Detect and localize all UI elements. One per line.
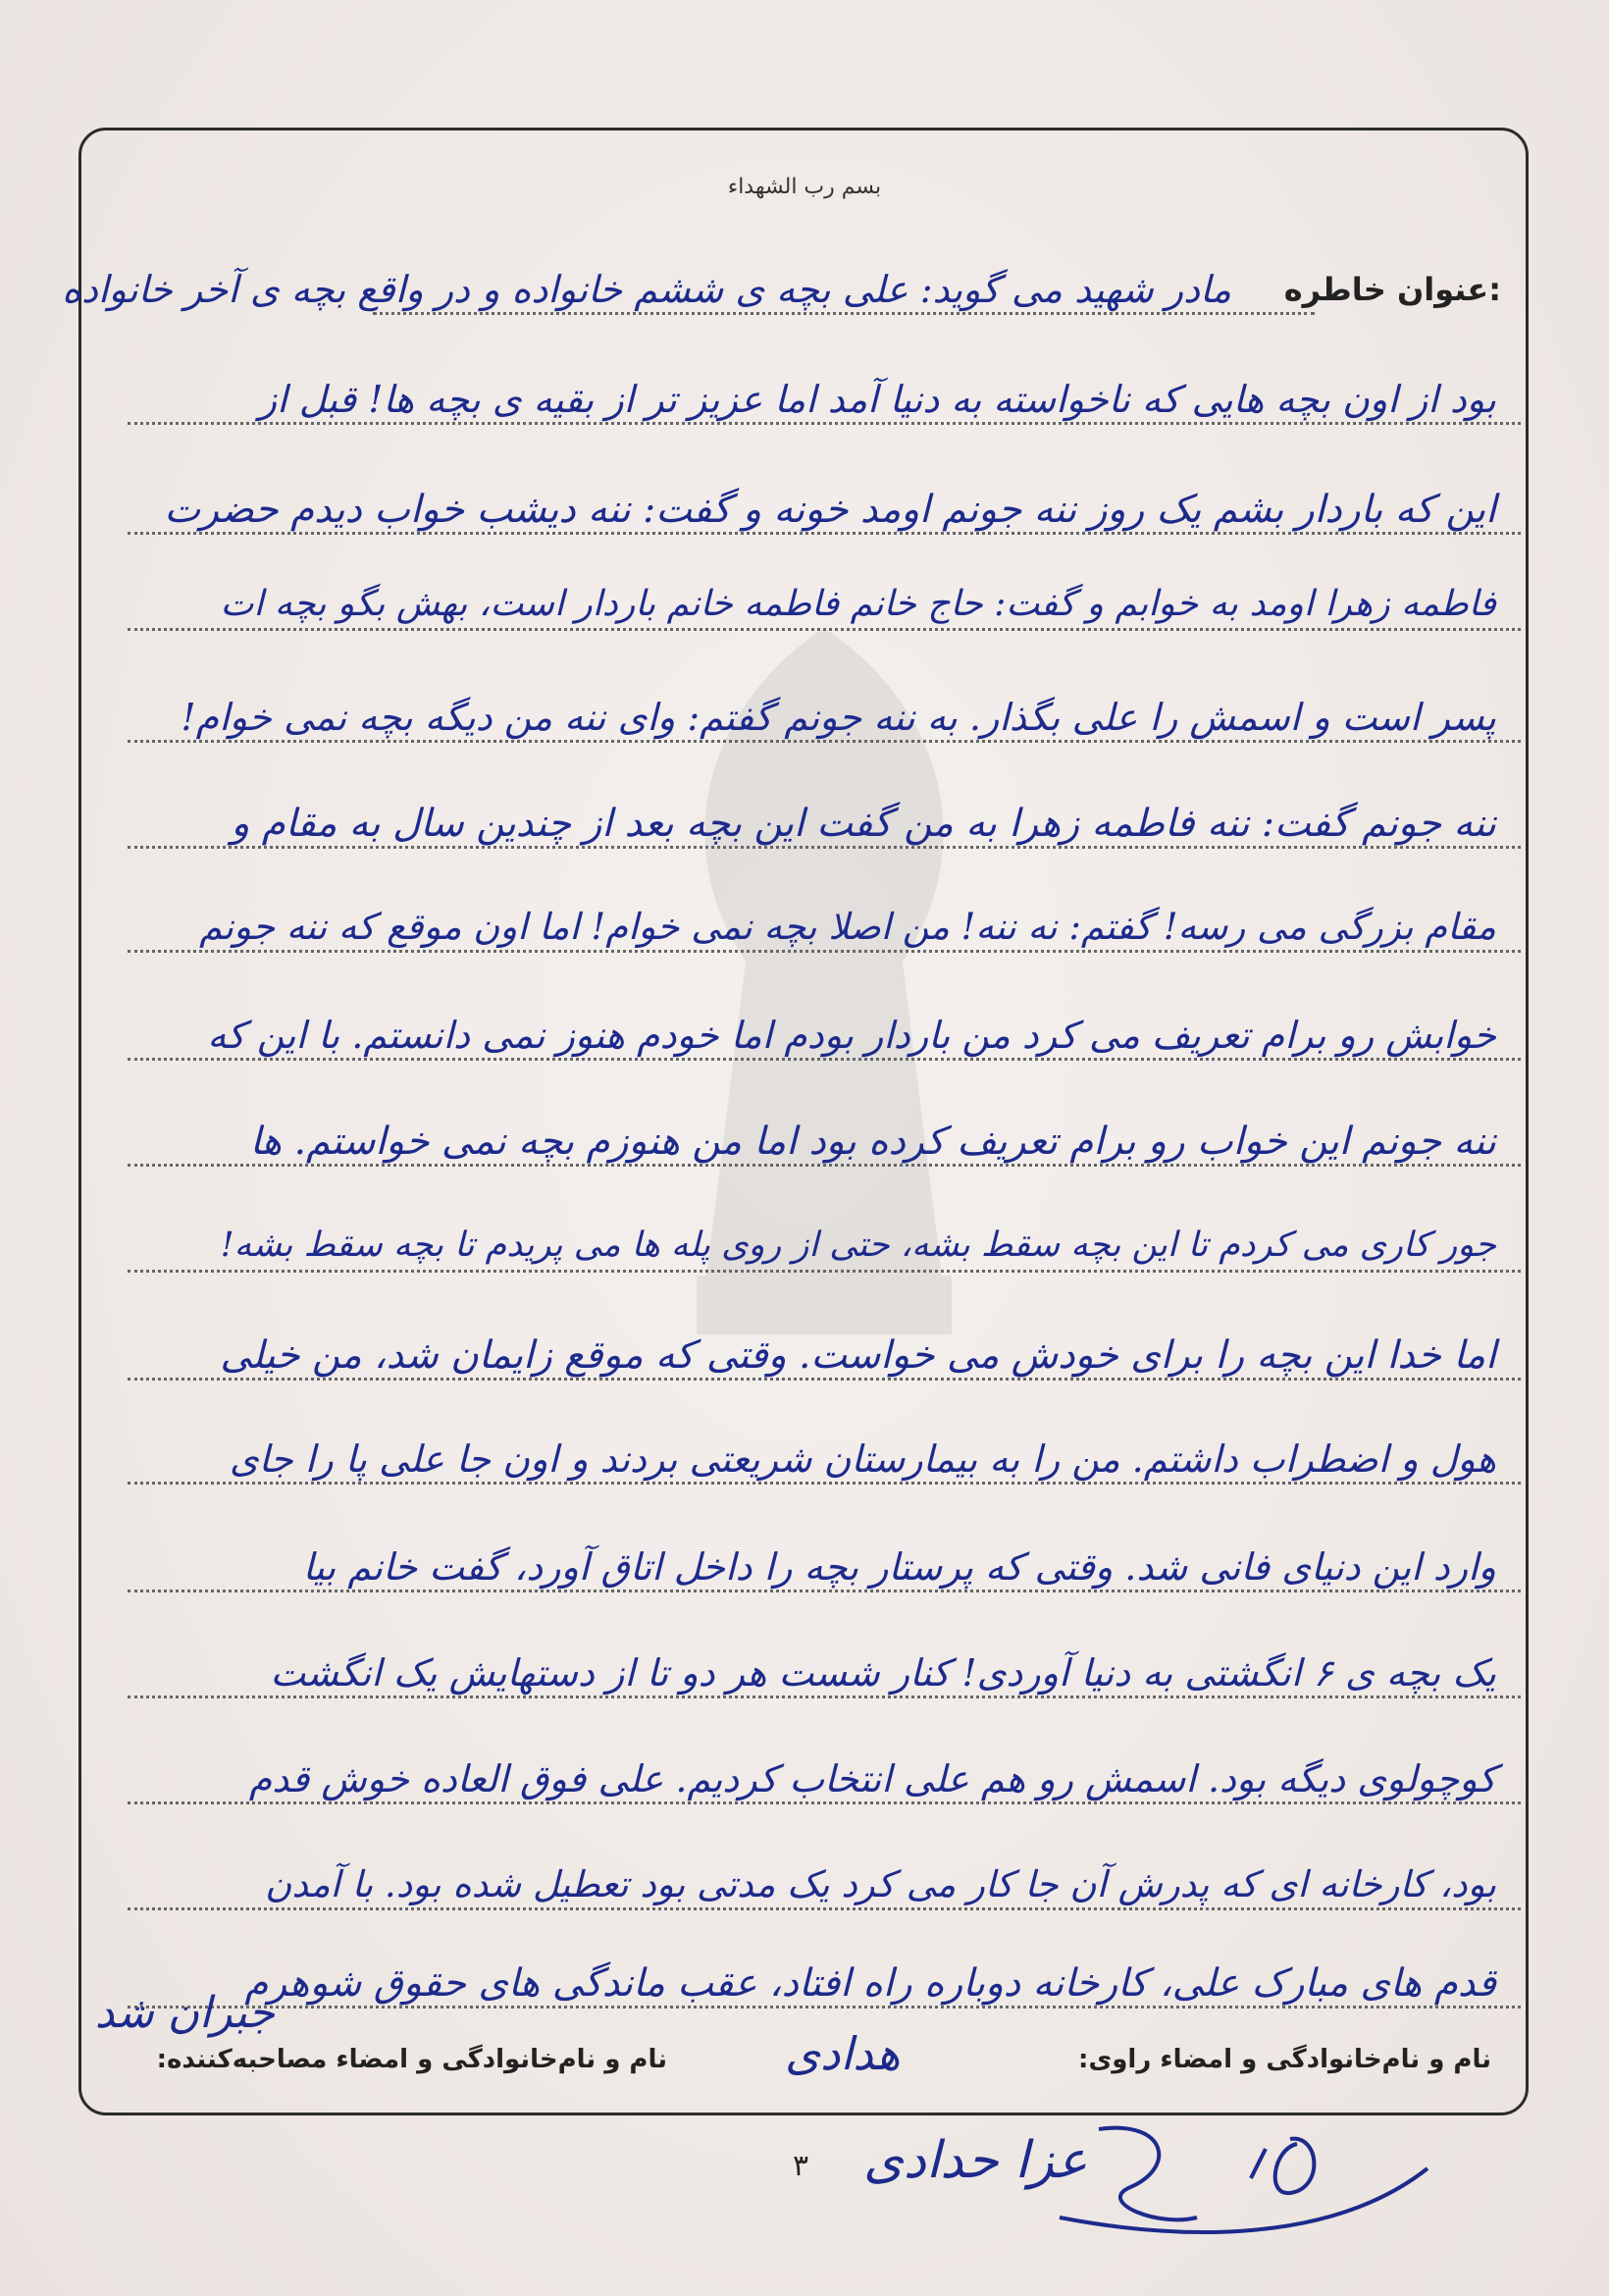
rule-line — [128, 740, 1521, 743]
interviewer-signature: هدادی — [785, 2027, 901, 2080]
page-header-title: بسم رب الشهداء — [727, 175, 882, 199]
rule-line — [128, 422, 1521, 425]
memory-line: کوچولوی دیگه بود. اسمش رو هم علی انتخاب کردیم. علی فوق العاده خوش قدم — [248, 1757, 1496, 1800]
bottom-signature-name: عزا حدادی — [863, 2131, 1088, 2190]
interviewer-label: نام و نام‌خانوادگی و امضاء مصاحبه‌کننده: — [156, 2045, 667, 2074]
memory-line: مادر شهید می گوید: علی بچه ی ششم خانواده و در واقع بچه ی آخر خانواده — [62, 268, 1231, 311]
rule-line — [128, 628, 1521, 631]
memory-line: این که باردار بشم یک روز ننه جونم اومد خونه و گفت: ننه دیشب خواب دیدم حضرت — [164, 488, 1496, 532]
rule-line — [373, 312, 1315, 315]
memory-line: پسر است و اسمش را علی بگذار. به ننه جونم گفتم: وای ننه من دیگه بچه نمی خوام! — [181, 696, 1496, 739]
rule-line — [128, 1378, 1521, 1381]
memory-line: فاطمه زهرا اومد به خوابم و گفت: حاج خانم فاطمه خانم باردار است، بهش بگو بچه ات — [220, 584, 1496, 624]
memory-line: یک بچه ی ۶ انگشتی به دنیا آوردی! کنار شست هر دو تا از دستهایش یک انگشت — [270, 1651, 1496, 1695]
memory-line: اما خدا این بچه را برای خودش می خواست. وقتی که موقع زایمان شد، من خیلی — [220, 1333, 1496, 1378]
rule-line — [128, 1801, 1521, 1804]
memory-line: خوابش رو برام تعریف می کرد من باردار بودم اما خودم هنوز نمی دانستم. با این که — [207, 1014, 1496, 1057]
narrator-label: نام و نام‌خانوادگی و امضاء راوی: — [1078, 2045, 1491, 2074]
memory-line: هول و اضطراب داشتم. من را به بیمارستان شریعتی بردند و اون جا علی پا را جای — [229, 1437, 1496, 1481]
memory-line: وارد این دنیای فانی شد. وقتی که پرستار بچه را داخل اتاق آورد، گفت خانم بیا — [302, 1545, 1496, 1589]
memory-line: بود از اون بچه هایی که ناخواسته به دنیا آمد اما عزیز تر از بقیه ی بچه ها! قبل از — [258, 378, 1496, 421]
memory-line: ننه جونم این خواب رو برام تعریف کرده بود اما من هنوزم بچه نمی خواستم. ها — [249, 1120, 1496, 1164]
memory-line: بود، کارخانه ای که پدرش آن جا کار می کرد یک مدتی بود تعطیل شده بود. با آمدن — [265, 1863, 1496, 1905]
memory-trailing-line: جبران شد — [94, 1988, 275, 2038]
rule-line — [128, 1696, 1521, 1698]
rule-line — [128, 1164, 1521, 1167]
memory-line: جور کاری می کردم تا این بچه سقط بشه، حتی از روی پله ها می پریدم تا بچه سقط بشه! — [220, 1226, 1496, 1265]
rule-line — [128, 846, 1521, 849]
rule-line — [128, 1058, 1521, 1061]
rule-line — [128, 532, 1521, 535]
signature-scribble-icon — [1040, 2110, 1432, 2247]
memory-line: مقام بزرگی می رسه! گفتم: نه ننه! من اصلا بچه نمی خوام! اما اون موقع که ننه جونم — [199, 906, 1496, 948]
rule-line — [128, 1482, 1521, 1485]
memory-line: ننه جونم گفت: ننه فاطمه زهرا به من گفت این بچه بعد از چندین سال به مقام و — [231, 802, 1496, 846]
memory-title-label: عنوان خاطره: — [1283, 271, 1501, 308]
page-number: ۳ — [793, 2149, 809, 2183]
memory-line: قدم های مبارک علی، کارخانه دوباره راه افتاد، عقب ماندگی های حقوق شوهرم — [244, 1961, 1496, 2006]
rule-line — [128, 1907, 1521, 1910]
rule-line — [128, 950, 1521, 953]
rule-line — [128, 1270, 1521, 1273]
rule-line — [128, 1590, 1521, 1592]
rule-line — [128, 2006, 1521, 2009]
